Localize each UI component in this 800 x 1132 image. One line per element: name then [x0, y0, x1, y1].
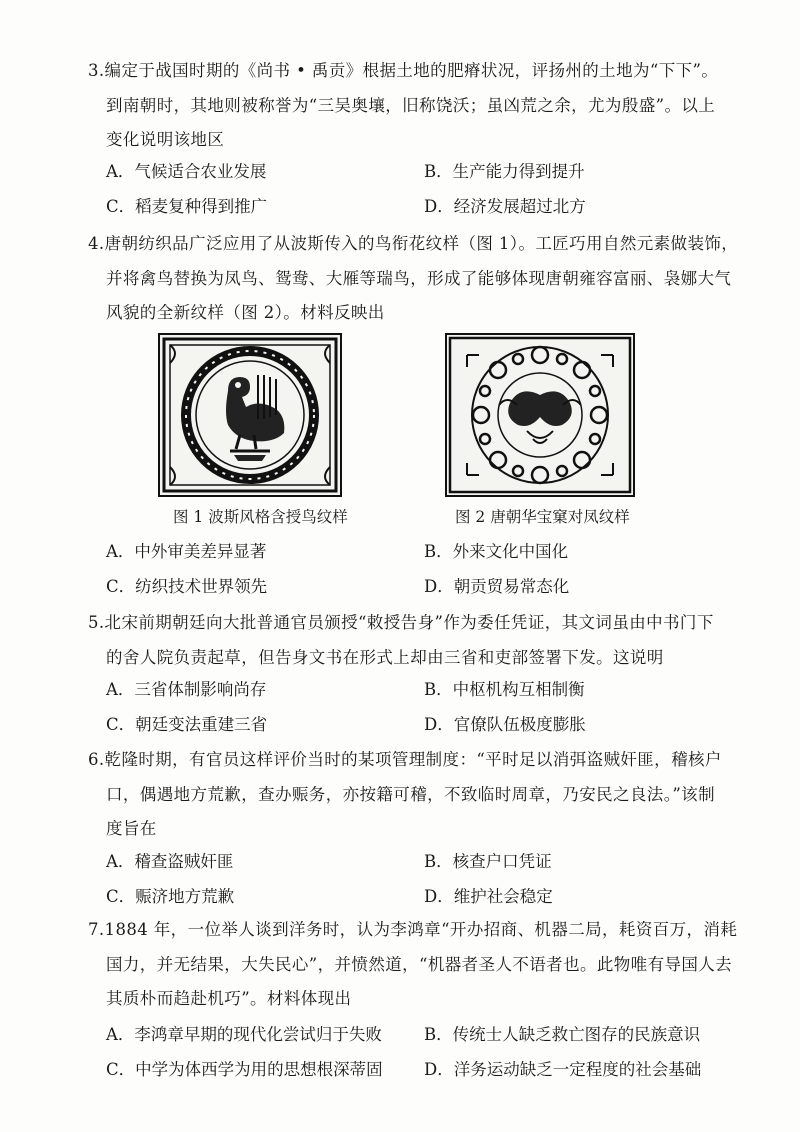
- option-b[interactable]: B．外来文化中国化: [424, 542, 569, 561]
- option-b[interactable]: B．传统士人缺乏救亡图存的民族意识: [424, 1025, 701, 1044]
- options-q3: [106, 155, 746, 224]
- question-3: [88, 54, 728, 158]
- question-6: [88, 743, 728, 847]
- option-c[interactable]: C．稻麦复种得到推广: [106, 196, 268, 216]
- option-a[interactable]: A．三省体制影响尚存: [106, 680, 267, 699]
- question-4: [88, 227, 739, 331]
- question-stem-line: 到南朝时，其地则被称誉为“三吴奥壤，旧称饶沃；虽凶荒之余，尤为殷盛”。以上: [106, 95, 716, 115]
- option-c[interactable]: C．赈济地方荒歉: [106, 886, 235, 906]
- option-c[interactable]: C．纺织技术世界领先: [106, 576, 268, 596]
- question-stem-line: 变化说明该地区: [106, 130, 225, 149]
- question-number: 6.: [88, 750, 105, 769]
- question-5: [88, 606, 728, 675]
- options-q4: [106, 535, 746, 604]
- option-d[interactable]: D．洋务运动缺乏一定程度的社会基础: [424, 1059, 702, 1079]
- option-a[interactable]: A．中外审美差异显著: [106, 542, 267, 561]
- option-d[interactable]: D．朝贡贸易常态化: [424, 576, 570, 596]
- option-b[interactable]: B．核查户口凭证: [424, 852, 552, 871]
- persian-bird-pattern-icon: [160, 335, 340, 495]
- question-number: 3.: [88, 61, 105, 80]
- option-c[interactable]: C．朝廷变法重建三省: [106, 714, 268, 734]
- tang-phoenix-pattern-icon: [447, 335, 633, 495]
- question-stem-line: 1884 年，一位举人谈到洋务时，认为李鸿章“开办招商、机器二局，耗资百万，消耗: [104, 920, 738, 939]
- question-stem-line: 并将禽鸟替换为凤鸟、鸳鸯、大雁等瑞鸟，形成了能够体现唐朝雍容富丽、袅娜大气: [106, 268, 732, 288]
- question-stem-line: 度旨在: [106, 819, 157, 838]
- option-b[interactable]: B．生产能力得到提升: [424, 162, 585, 181]
- option-a[interactable]: A．李鸿章早期的现代化尝试归于失败: [106, 1025, 382, 1044]
- question-stem-line: 北宋前期朝廷向大批普通官员颁授“敕授告身”作为委任凭证，其文词虽由中书门下: [104, 613, 714, 632]
- options-q7: [106, 1018, 746, 1087]
- figure-2-caption: 图 2 唐朝华宝窠对凤纹样: [455, 508, 630, 526]
- option-a[interactable]: A．气候适合农业发展: [106, 162, 267, 181]
- question-stem-line: 乾隆时期，有官员这样评价当时的某项管理制度：“平时足以消弭盗贼奸匪，稽核户: [104, 750, 722, 769]
- option-a[interactable]: A．稽查盗贼奸匪: [106, 852, 234, 871]
- question-stem-line: 的舍人院负责起草，但告身文书在形式上却由三省和吏部签署下发。这说明: [106, 647, 664, 667]
- question-stem-line: 口，偶遇地方荒歉，查办赈务，亦按籍可稽，不致临时周章，乃安民之良法。”该制: [106, 784, 715, 804]
- question-number: 7.: [88, 920, 105, 939]
- figure-2-image: [445, 333, 635, 497]
- figure-1-image: [158, 333, 342, 497]
- question-stem-line: 风貌的全新纹样（图 2）。材料反映出: [106, 303, 385, 322]
- question-number: 4.: [88, 234, 105, 253]
- option-b[interactable]: B．中枢机构互相制衡: [424, 680, 585, 699]
- option-d[interactable]: D．官僚队伍极度膨胀: [424, 714, 586, 734]
- option-c[interactable]: C．中学为体西学为用的思想根深蒂固: [106, 1059, 383, 1079]
- question-stem-line: 其质朴而趋赴机巧”。材料体现出: [106, 989, 352, 1008]
- option-d[interactable]: D．维护社会稳定: [424, 886, 553, 906]
- options-q5: [106, 673, 746, 742]
- question-number: 5.: [88, 613, 105, 632]
- question-stem-line: 唐朝纺织品广泛应用了从波斯传入的鸟衔花纹样（图 1）。工匠巧用自然元素做装饰，: [104, 234, 739, 253]
- figure-1-caption: 图 1 波斯风格含授鸟纹样: [173, 508, 348, 526]
- question-stem-line: 编定于战国时期的《尚书 • 禹贡》根据土地的肥瘠状况，评扬州的土地为“下下”。: [104, 61, 719, 80]
- option-d[interactable]: D．经济发展超过北方: [424, 196, 586, 216]
- question-7: [88, 913, 738, 1017]
- question-stem-line: 国力，并无结果，大失民心”，并愤然道，“机器者圣人不语者也。此物唯有导国人去: [106, 954, 733, 974]
- options-q6: [106, 845, 746, 914]
